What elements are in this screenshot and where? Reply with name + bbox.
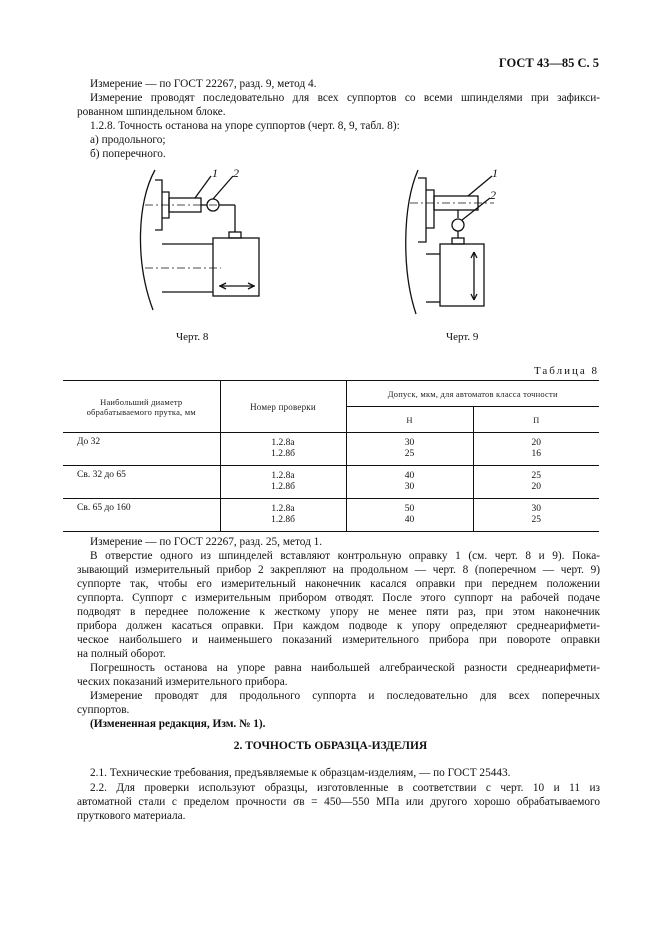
clause-2-2: 2.2. Для проверки используют образцы, изготовленные в соответствии с черт. 10 и 11 из [90, 782, 600, 794]
paragraph-line: подводят в переднее положение к жесткому упору не менее пяти раз, при этом наконечник [77, 606, 600, 618]
header-diameter: Наибольший диаметр обрабатываемого прутка, мм [63, 381, 220, 433]
fig9-label-1: 1 [492, 166, 498, 180]
list-item-b: б) поперечного. [90, 148, 166, 160]
paragraph-line: прибора должен касаться оправки. При каждом подводе к упору определяют среднеарифмети- [77, 620, 600, 632]
paragraph-line: автоматной стали с пределом прочности σв = 450—550 МПа или другого хорошо обрабатываемого [77, 796, 600, 808]
clause-1-2-8: 1.2.8. Точность останова на упоре суппортов (черт. 8, 9, табл. 8): [90, 120, 400, 132]
paragraph-line: зывающий измерительный прибор 2 закрепляют на продольном — черт. 8 (поперечном — черт. 9) [77, 564, 600, 576]
figure-9-caption: Черт. 9 [446, 331, 479, 343]
header-class-p: П [473, 407, 599, 433]
paragraph-line: Измерение проводят для продольного суппорта и последовательно для всех поперечных [90, 690, 600, 702]
paragraph-line: ческих показаний измерительного прибора. [77, 676, 288, 688]
header-check-number: Номер проверки [220, 381, 346, 433]
tolerance-table [63, 380, 599, 532]
measurement-line: Измерение — по ГОСТ 22267, разд. 9, метод 4. [90, 78, 317, 90]
paragraph-line: рованном шпиндельном блоке. [77, 106, 226, 118]
list-item-a: а) продольного; [90, 134, 166, 146]
section-title: 2. ТОЧНОСТЬ ОБРАЗЦА-ИЗДЕЛИЯ [233, 740, 428, 752]
paragraph-line: В отверстие одного из шпинделей вставляют контрольную оправку 1 (см. черт. 8 и 9). Пока- [90, 550, 600, 562]
clause-2-1: 2.1. Технические требования, предъявляемые к образцам-изделиям, — по ГОСТ 25443. [90, 767, 511, 779]
measurement-method: Измерение — по ГОСТ 22267, разд. 25, метод 1. [90, 536, 323, 548]
page-header: ГОСТ 43—85 С. 5 [498, 56, 599, 70]
paragraph-line: ческое наибольшего и наименьшего показаний измерительного прибора при повороте оправки [77, 634, 600, 646]
paragraph-line: суппорта. Суппорт с измерительным прибором отводят. После этого суппорт на рабочей подаче [77, 592, 600, 604]
fig8-label-1: 1 [212, 166, 218, 180]
table-row: Св. 65 до 160 1.2.8а 1.2.8б 50 40 30 25 [63, 499, 599, 532]
paragraph-line: Измерение проводят последовательно для всех суппортов со всеми шпинделями при зафикси- [90, 92, 600, 104]
paragraph-line: суппортов. [77, 704, 130, 716]
figure-9-drawing [400, 162, 530, 322]
fig9-label-2: 2 [490, 188, 496, 202]
figure-8-drawing [125, 162, 295, 317]
header-tolerance: Допуск, мкм, для автоматов класса точности [346, 381, 599, 407]
figure-8-caption: Черт. 8 [176, 331, 209, 343]
paragraph-line: суппорте так, чтобы его измерительный наконечник касался оправки при переднем положении [77, 578, 600, 590]
table-row: Св. 32 до 65 1.2.8а 1.2.8б 40 30 25 20 [63, 466, 599, 499]
paragraph-line: пруткового материала. [77, 810, 186, 822]
fig8-label-2: 2 [233, 166, 239, 180]
edit-note: (Измененная редакция, Изм. № 1). [90, 718, 266, 730]
paragraph-line: на полный оборот. [77, 648, 166, 660]
table-caption: Таблица 8 [533, 365, 599, 377]
paragraph-line: Погрешность останова на упоре равна наибольшей алгебраической разности среднеарифмети- [90, 662, 600, 674]
header-class-n: Н [346, 407, 473, 433]
table-row: До 32 1.2.8а 1.2.8б 30 25 20 16 [63, 433, 599, 466]
